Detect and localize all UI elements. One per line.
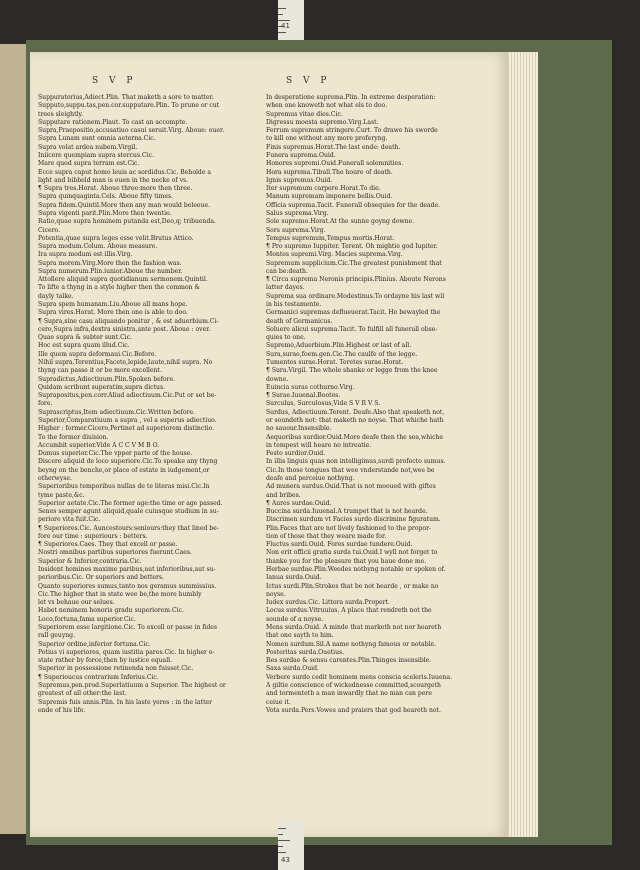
- right-column-line: quies to one.: [266, 334, 306, 342]
- right-column-line: and tormenteth a man inwardly that no man can pere: [266, 690, 432, 698]
- left-column-line: tyme paste,&c.: [38, 491, 85, 499]
- right-column-line: Saxa surda.Ouid.: [266, 665, 319, 673]
- left-column-line: Hoc est supra quam illud.Cic.: [38, 342, 130, 350]
- left-column-line: Supra modum.Colum. Aboue measure.: [38, 243, 158, 251]
- left-column-line: dayly talke.: [38, 292, 74, 300]
- right-column-line: or soundeth not: that maketh no noyse. That whiche hath: [266, 416, 444, 424]
- left-column-line: To the former diuision.: [38, 433, 109, 441]
- left-column-line: rall geuyng.: [38, 632, 76, 640]
- left-column-line: ende of his life.: [38, 706, 86, 714]
- left-column-line: cero,Supra infra,dextra sinistra,ante post. Aboue : over.: [38, 325, 211, 333]
- right-column-line: Germanici supremas deflueuerat.Tacit. He bewayled the: [266, 309, 441, 317]
- left-column-line: Discere aliquid de loco superiore.Cic.To speake any thyng: [38, 458, 218, 466]
- left-column-line: Supra Lunam sunt omnia aeterna.Cic.: [38, 135, 156, 143]
- left-column-line: Supra volat ardea nubem.Virgil.: [38, 143, 138, 151]
- right-column-line: Funera suprema.Ouid.: [266, 151, 336, 159]
- ruler-bottom-number: 43: [281, 856, 290, 864]
- right-column-line: Finis supremus.Horat.The last ende: death.: [266, 143, 401, 151]
- right-column-line: Surdus, Adiectiuum.Terent. Deafe.Also that speaketh not,: [266, 408, 445, 416]
- right-column-line: to kill one without any more proferyng.: [266, 135, 388, 143]
- right-column-line: Salus suprema.Virg.: [266, 209, 329, 217]
- right-column-line: Supremò,Aduerbium.Plin.Highest or last of all.: [266, 342, 412, 350]
- left-column-line: Ratio,quae supra hominem putanda est,Deo,q; tribuenda.: [38, 218, 216, 226]
- right-column-line: Tempus supremum,Tempus mortis.Horat.: [266, 234, 395, 242]
- left-column-line: ¶ Supra,sine casu aliquando ponitur , & est aduerbium.Ci-: [38, 317, 219, 325]
- left-column-line: Superior in possessione retinenda non fuisset.Cic.: [38, 665, 194, 673]
- right-column-line: Verbere surdo cedit hominem mens conscia sceleris.Iuuena.: [266, 673, 453, 681]
- left-column-line: perioribus.Cic. Or superiors and betters.: [38, 574, 164, 582]
- right-column-line: Supremus vitae dies.Cic.: [266, 110, 343, 118]
- right-column-line: Festo surdior.Ouid.: [266, 450, 326, 458]
- left-column-line: Supra morem.Virg.More then the fashion was.: [38, 259, 182, 267]
- right-column-line: Honores supremi.Ouid.Funerall solemnities.: [266, 160, 404, 168]
- right-column-line: downe.: [266, 375, 289, 383]
- left-column-line: let vs behaue our selues.: [38, 599, 115, 607]
- book-left-page-edge: [0, 44, 27, 834]
- left-column-line: Suprapositus,pen.corr.Aliud adiectiuum.Cic.Put or set be-: [38, 392, 217, 400]
- left-column-line: Loco,fortuna,fama superior.Cic.: [38, 615, 136, 623]
- left-column-line: To lifte a thyng in a style higher then the common &: [38, 284, 200, 292]
- right-column-line: Iudex surdus.Cic. Littora surda.Propert.: [266, 599, 390, 607]
- right-column-line: no sauour.Insensible.: [266, 425, 332, 433]
- right-column-line: in his testamente.: [266, 301, 322, 309]
- left-column-line: Supremus,pen.prod.Superlatiuum a Superior. The highest or: [38, 681, 226, 689]
- left-column-line: Suprascriptus,Item adiectiuum.Cic.Written before.: [38, 408, 195, 416]
- left-column-line: Ira supra modum est illis.Virg.: [38, 251, 133, 259]
- left-column-line: Superior ordine,inferior fortuna.Cic.: [38, 640, 151, 648]
- left-column-line: Supremis fuis annis.Plin. In his laste yeres : in the latter: [38, 698, 213, 706]
- right-column-line: Nomen surdum.Sil.A name nothyng famous or notable.: [266, 640, 437, 648]
- left-column-line: Superior aetate.Cic.The former age:the time or age passed.: [38, 499, 223, 507]
- right-column-line: can be:death.: [266, 267, 308, 275]
- right-column-line: and bribes.: [266, 491, 301, 499]
- right-column-line: Mens surda.Ouid. A minde that marketh not nor heareth: [266, 624, 442, 631]
- left-column-line: light and bibbeld man is euen in the necke of vs.: [38, 176, 189, 184]
- right-column-line: Vota surda.Pers.Vowes and praiers that god heareth not.: [266, 706, 441, 714]
- left-column-line: Supputo,suppu.tas,pen.cor.supputare.Plin. To prune or cut: [38, 102, 220, 110]
- left-column-line: Superioribus temporibus nullas de te literas misi.Cic.In: [38, 483, 210, 491]
- left-column-line: Supra vires.Horat. More then one is able to doo.: [38, 309, 188, 317]
- ruler-bottom: [278, 820, 304, 870]
- left-column-line: Habet neminem honoris gradu superiorem.Cic.: [38, 607, 184, 615]
- right-column-line: Montes supremi.Virg. Macies suprema.Virg.: [266, 251, 403, 259]
- left-column-line: Superiorem esse largitione.Cic. To excell or passe in fides: [38, 624, 218, 631]
- right-column-line: Iter supremum carpere.Horat.To die.: [266, 185, 381, 193]
- right-column-line: sounde of a noyse.: [266, 615, 324, 623]
- left-column-line: Supradictus,Adiectiuum.Plin.Spoken before.: [38, 375, 176, 383]
- left-column-line: Superior,Comparatiuum a supra , vel a superus adiectiuo.: [38, 416, 217, 424]
- right-column-line: thanke you for the pleasure that you haue done me.: [266, 557, 427, 565]
- right-column-line: noyse.: [266, 590, 286, 598]
- left-column-line: thyng can passe it or be more excellent.: [38, 367, 162, 375]
- right-column-line: Discrimen surdum vt Facies surdo discrimine figuratum.: [266, 516, 441, 524]
- left-column-line: Suppuratorius,Adiect.Plin. That maketh a sore to matter.: [38, 94, 214, 101]
- right-column-line: Sors suprema.Virg.: [266, 226, 326, 234]
- right-column-line: ¶ Circa suprema Neronis principis.Plinius. Aboute Nerons: [266, 276, 446, 284]
- right-column-line: ¶ Pro supremo Iuppiter. Terent. Oh mightie god Iupiter.: [266, 243, 438, 251]
- right-column-line: Soluere alicui suprema.Tacit. To fulfill all funerall obse-: [266, 325, 438, 333]
- left-column-line: Attollere aliquid supra quotidianum sermonem.Quintil.: [38, 276, 208, 284]
- left-column-line: Supra,Praepositio,accusatiuo casui seruit.Virg. Aboue: ouer.: [38, 127, 225, 135]
- left-column-line: Nostri omnibus partibus superiores fuerunt.Caes.: [38, 549, 192, 557]
- left-column-line: state rather by force,then by iustice equall.: [38, 657, 173, 665]
- right-column-line: Euincia suras cothurno.Virg.: [266, 383, 355, 391]
- left-column-line: Supra fidem.Quintil.More then any man would beleeue.: [38, 201, 210, 209]
- left-column-line: Potentia,quae supra leges esse velit.Brutus Attico.: [38, 234, 194, 242]
- left-column-line: Supra vigenti parit.Plin.More then twentie.: [38, 209, 172, 217]
- right-column-line: that one sayth to him.: [266, 632, 334, 640]
- right-column: [266, 94, 488, 715]
- left-column-line: Domus superior.Cic.The vpper parte of the house.: [38, 450, 193, 458]
- ruler-top-number: 41: [281, 22, 290, 30]
- right-column-line: Herbae surdae.Plin.Weedes nothyng notable or spoken of.: [266, 566, 446, 574]
- right-column-line: Suprema sua ordinare.Modestinus.To ordayne his last wil: [266, 292, 445, 300]
- left-column-line: ¶ Superiores.Caes. They that excell or passe.: [38, 541, 178, 549]
- right-column-line: Plin.Faces that are not lively fashioned to the propor-: [266, 524, 432, 532]
- right-column-line: Digressu moesta supremo.Virg.Last.: [266, 118, 379, 126]
- right-column-line: ¶ Surae.Iuuenal.Bootes.: [266, 392, 341, 400]
- running-head-left: S V P: [92, 76, 137, 86]
- left-column-line: fore our time : superiours : betters.: [38, 532, 148, 540]
- right-column-line: ¶ Aures surdae.Ouid.: [266, 499, 332, 507]
- left-column-line: Quidam scribunt superatim,supra dictus.: [38, 383, 166, 391]
- right-column-line: Ictus surdi.Plin.Strokes that be not hearde , or make no: [266, 582, 439, 590]
- right-column-line: Locus surdus.Vitruuius. A place that rendreth not the: [266, 607, 432, 615]
- right-column-line: Supremum supplicium.Cic.The greatest punishment that: [266, 259, 442, 267]
- right-column-line: In desperatione suprema.Plin. In extreme desperation:: [266, 94, 436, 101]
- left-column-line: Superior & Inferior,contraria.Cic.: [38, 557, 142, 565]
- left-column-line: Cicero.: [38, 226, 61, 234]
- left-column-line: Supputare rationem.Plaut. To cast an accompte.: [38, 118, 188, 126]
- left-column-line: fore.: [38, 400, 53, 408]
- right-column-line: death of Germanicus.: [266, 317, 333, 325]
- right-column-line: Ianua surda.Ouid.: [266, 574, 322, 582]
- left-column-line: Ecce supra caput homo leuis ac sordidus.Cic. Beholde a: [38, 168, 212, 176]
- left-column-line: periore vita fuit.Cic.: [38, 516, 101, 524]
- right-column-line: Officia suprema.Tacit. Funerall obsequies for the deade.: [266, 201, 441, 209]
- left-column-line: Insident homines maxime paribus,aut inferioribus,aut su-: [38, 566, 216, 574]
- right-column-line: Surculus, Surculosus,Vide S V R V S.: [266, 400, 381, 408]
- left-column-line: ¶ Supra tres.Horat. Aboue three:more then three.: [38, 185, 193, 193]
- left-column-line: ¶ Superiores.Cic. Auncestours:seniours:they that lined be-: [38, 524, 219, 532]
- right-column-line: ceiue it.: [266, 698, 291, 706]
- left-column: [38, 94, 260, 715]
- left-column-line: Supra quinquaginta.Cels. Aboue fifty times.: [38, 193, 174, 201]
- right-column-line: In illis linguis quas non intelligimus,surdi profecto sumus.: [266, 458, 446, 466]
- running-head-right: S V P: [286, 76, 331, 86]
- right-column-line: Sura,surae,foem.gen.Cic.The caulfe of the legge.: [266, 350, 418, 358]
- right-column-line: latter dayes.: [266, 284, 305, 292]
- right-column-line: Non erit officii gratia surda tui.Ouid.I wyll not forget to: [266, 549, 438, 557]
- left-column-line: Potius vi superiores, quam iustitia pares.Cic. In higher e-: [38, 648, 215, 656]
- left-column-line: Supra spem humanam.Liu.Aboue all mans hope.: [38, 301, 188, 309]
- right-column-line: Manum supremam imponere bellis.Ouid.: [266, 193, 393, 201]
- left-column-line: Quanto superiores sumus,tanto nos geramus summissius.: [38, 582, 217, 590]
- right-column-line: tion of those that they weare made for.: [266, 532, 387, 540]
- left-column-line: Cic.The higher that in state wee be,the more humbly: [38, 590, 202, 598]
- left-column-line: Nihil supra.Terentius,Facete,lepide,laute,nihil supra. No: [38, 359, 213, 366]
- right-column-line: Cic.In those tongues that wee vnderstande not,wee be: [266, 466, 435, 474]
- right-column-line: in tempest will heare no intreatie.: [266, 441, 372, 449]
- left-column-line: Mare quod supra terram est.Cic.: [38, 160, 140, 168]
- right-column-line: Aequoribus surdior.Ouid.More deafe then the sea,whiche: [266, 433, 444, 441]
- left-column-line: beyng on the benche,or place of estate in iudgement,or: [38, 466, 210, 474]
- right-column-line: A giltie conscience of wickednesse committed,scourgeth: [266, 681, 441, 689]
- right-column-line: Fluctus surdi.Ouid. Fores surdae tundere.Ouid.: [266, 541, 413, 549]
- right-column-line: deafe and perceiue nothyng.: [266, 474, 355, 482]
- left-column-line: Quae supra & subter sunt.Cic.: [38, 334, 133, 342]
- book-page-edges: [506, 52, 538, 837]
- right-column-line: Ignis supremus.Ouid.: [266, 176, 333, 184]
- right-column-line: Ferrum supremum stringere.Curt. To drawe his sworde: [266, 127, 438, 135]
- ruler-top: [278, 0, 304, 40]
- left-column-line: Accumbit superior.Vide A C C V M B O.: [38, 441, 160, 449]
- right-column-line: Hora suprema.Tibull.The houre of death.: [266, 168, 393, 176]
- left-column-line: ¶ Superioucus contrarium Inferius.Cic.: [38, 673, 159, 681]
- book-page: [30, 52, 508, 837]
- left-column-line: Supra numerum.Plin.iunior.Aboue the number.: [38, 267, 183, 275]
- left-column-line: Senes semper agunt aliquid,quale cuiusque studium in su-: [38, 508, 219, 516]
- right-column-line: Res surdae & sensu carentes.Plin.Thinges insensible.: [266, 657, 432, 665]
- left-column-line: Iniicere quempiam supra stercus.Cic.: [38, 151, 155, 159]
- left-column-line: Ille quem supra deformaui.Cic.Before.: [38, 350, 157, 358]
- left-column-line: Higher : former.Cicero,Pertinet ad superiorem distinctio.: [38, 425, 215, 433]
- left-column-line: greatest of all other:the last.: [38, 690, 127, 698]
- right-column-line: Sole supremo.Horat.At the sunne goyng downe.: [266, 218, 415, 226]
- left-column-line: trees sleightly.: [38, 110, 84, 118]
- left-column-line: otherwyse.: [38, 474, 72, 482]
- right-column-line: Buccina surda.Iuuenal.A trumpet that is not hearde.: [266, 508, 428, 516]
- right-column-line: Ad munera surdus.Ouid.That is not mooued with giftes: [266, 483, 436, 491]
- right-column-line: ¶ Sura.Virgil. The whole shanke or legge from the knee: [266, 367, 438, 375]
- right-column-line: when one knoweth not what els to doo.: [266, 102, 388, 110]
- right-column-line: Tumentes surae.Horat. Teretes surae.Horat.: [266, 359, 404, 366]
- right-column-line: Posteritas surda.Ouetius.: [266, 648, 345, 656]
